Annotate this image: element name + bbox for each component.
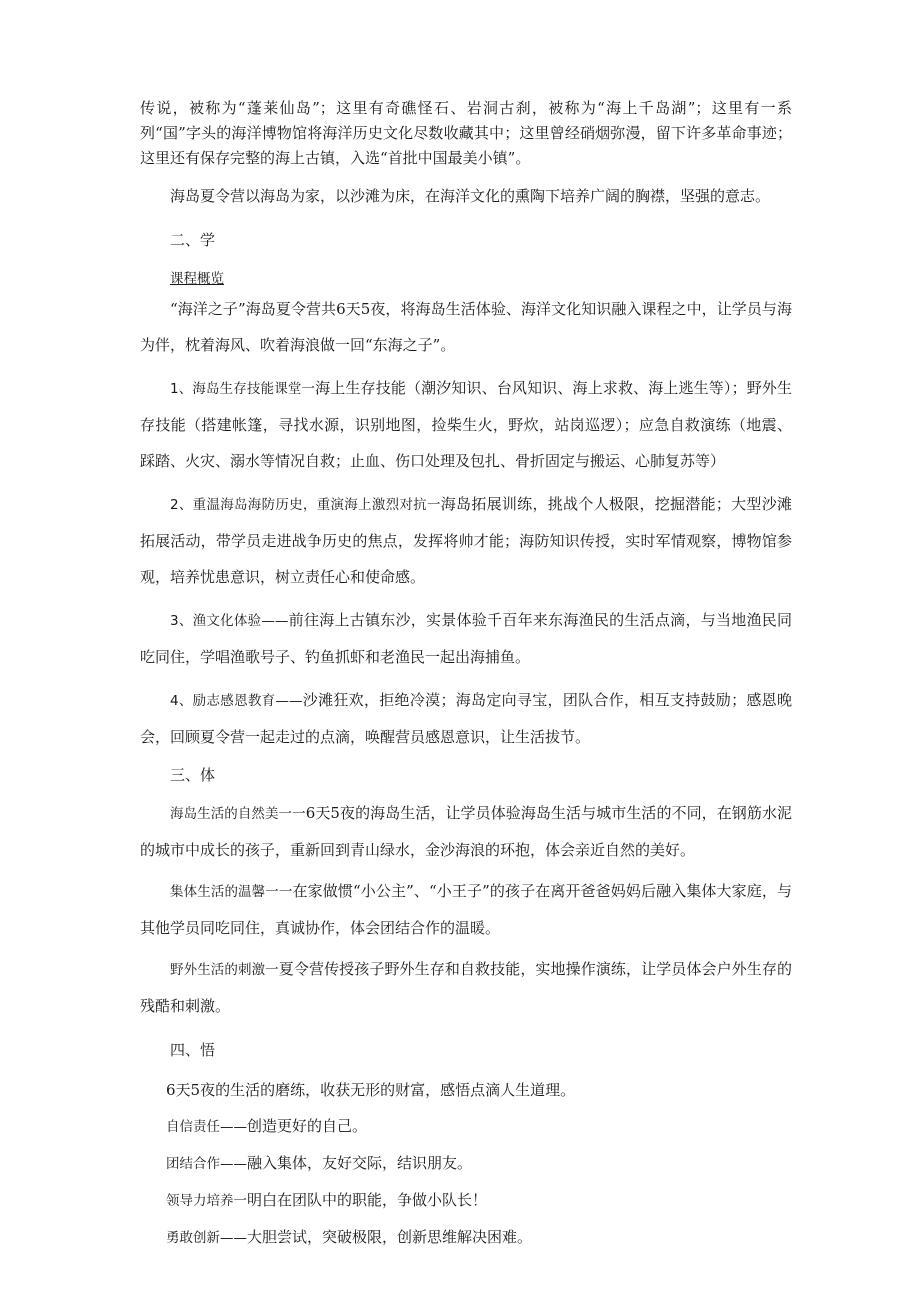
insight-item-3 bbox=[140, 1189, 792, 1212]
experience-item-2-text: 在家做惯“小公主”、“小王子”的孩子在离开爸爸妈妈后融入集体大家庭，与其他学员同吃同住，真诚协作，体会团结合作的温暖。 bbox=[140, 882, 792, 937]
insight-item-4-lead: 勇敢创新—— bbox=[166, 1230, 247, 1246]
insight-intro: 6天5夜的生活的磨练，收获无形的财富，感悟点滴人生道理。 bbox=[166, 1081, 576, 1099]
insight-item-1-lead: 自信责任—— bbox=[166, 1119, 247, 1135]
insight-item-4 bbox=[140, 1226, 792, 1249]
experience-item-3 bbox=[140, 951, 792, 1024]
summary-paragraph: 海岛夏令营以海岛为家，以沙滩为床，在海洋文化的熏陶下培养广阔的胸襟，坚强的意志。 bbox=[170, 187, 771, 205]
experience-item-3-text: 夏令营传授孩子野外生存和自救技能，实地操作演练，让学员体会户外生存的残酷和刺激。 bbox=[140, 960, 792, 1015]
course-item-2 bbox=[140, 486, 792, 595]
section-heading-learn: 二、学 bbox=[170, 231, 216, 249]
section-heading-insight: 四、悟 bbox=[170, 1041, 216, 1059]
course-item-3 bbox=[140, 602, 792, 675]
experience-item-3-lead: 野外生活的刺激一 bbox=[170, 962, 279, 978]
course-overview-text: “海洋之子”海岛夏令营共6天5夜，将海岛生活体验、海洋文化知识融入课程之中，让学员与海为伴，枕着海风、吹着海浪做一回“东海之子”。 bbox=[140, 300, 792, 354]
insight-item-3-lead: 领导力培养一 bbox=[166, 1193, 247, 1209]
insight-item-2 bbox=[140, 1152, 792, 1175]
course-item-1-text: 海上生存技能（潮汐知识、台风知识、海上求救、海上逃生等）；野外生存技能（搭建帐篷，寻找水源，识别地图，捡柴生火，野炊，站岗巡逻）；应急自救演练（地震、踩踏、火灾、溺水等情况自救；止血、伤口处理及包扎、骨折固定与搬运、心肺复苏等） bbox=[140, 379, 792, 470]
course-item-4-text: 沙滩狂欢，拒绝冷漠；海岛定向寻宝，团队合作，相互支持鼓励；感恩晚会，回顾夏令营一起走过的点滴，唤醒营员感恩意识，让生活拔节。 bbox=[140, 691, 792, 746]
document-page bbox=[140, 96, 792, 1249]
insight-item-1-text: 创造更好的自己。 bbox=[247, 1117, 368, 1135]
experience-item-2-lead: 集体生活的温馨一一 bbox=[170, 884, 293, 900]
insight-item-2-lead: 团结合作—— bbox=[166, 1156, 247, 1172]
course-item-4-lead: 4、励志感恩教育—— bbox=[170, 693, 303, 709]
course-overview-label: 课程概览 bbox=[170, 271, 224, 287]
insight-item-4-text: 大胆尝试，突破极限，创新思维解决困难。 bbox=[247, 1228, 533, 1246]
experience-item-1-lead: 海岛生活的自然美一一 bbox=[170, 806, 306, 822]
course-item-4 bbox=[140, 682, 792, 755]
course-item-2-text: 海岛拓展训练，挑战个人极限，挖掘潜能；大型沙滩拓展活动，带学员走进战争历史的焦点，发挥将帅才能；海防知识传授，实时军情观察，博物馆参观，培养忧患意识，树立责任心和使命感。 bbox=[140, 495, 792, 586]
experience-item-1 bbox=[140, 795, 792, 868]
course-item-3-text: 前往海上古镇东沙，实景体验千百年来东海渔民的生活点滴，与当地渔民同吃同住，学唱渔歌号子、钓鱼抓虾和老渔民一起出海捕鱼。 bbox=[140, 611, 792, 666]
insight-item-2-text: 融入集体，友好交际，结识朋友。 bbox=[247, 1154, 473, 1172]
insight-item-3-text: 明白在团队中的职能，争做小队长！ bbox=[247, 1191, 488, 1209]
course-item-2-lead: 2、重温海岛海防历史，重演海上激烈对抗一 bbox=[170, 497, 441, 513]
course-item-3-lead: 3、渔文化体验—— bbox=[170, 613, 289, 629]
course-item-1 bbox=[140, 370, 792, 479]
insight-item-1 bbox=[140, 1115, 792, 1138]
section-heading-experience: 三、体 bbox=[170, 766, 216, 784]
experience-item-2 bbox=[140, 873, 792, 946]
course-item-1-lead: 1、海岛生存技能课堂一 bbox=[170, 381, 316, 397]
intro-paragraph: 传说，被称为“蓬莱仙岛”；这里有奇礁怪石、岩洞古刹，被称为“海上千岛湖”；这里有一系列“国”字头的海洋博物馆将海洋历史文化尽数收藏其中；这里曾经硝烟弥漫，留下许多革命事迹；这里还有保存完整的海上古镇，入选“首批中国最美小镇”。 bbox=[140, 99, 792, 167]
experience-item-1-text: 6天5夜的海岛生活，让学员体验海岛生活与城市生活的不同，在钢筋水泥的城市中成长的孩子，重新回到青山绿水，金沙海浪的环抱，体会亲近自然的美好。 bbox=[140, 804, 793, 859]
